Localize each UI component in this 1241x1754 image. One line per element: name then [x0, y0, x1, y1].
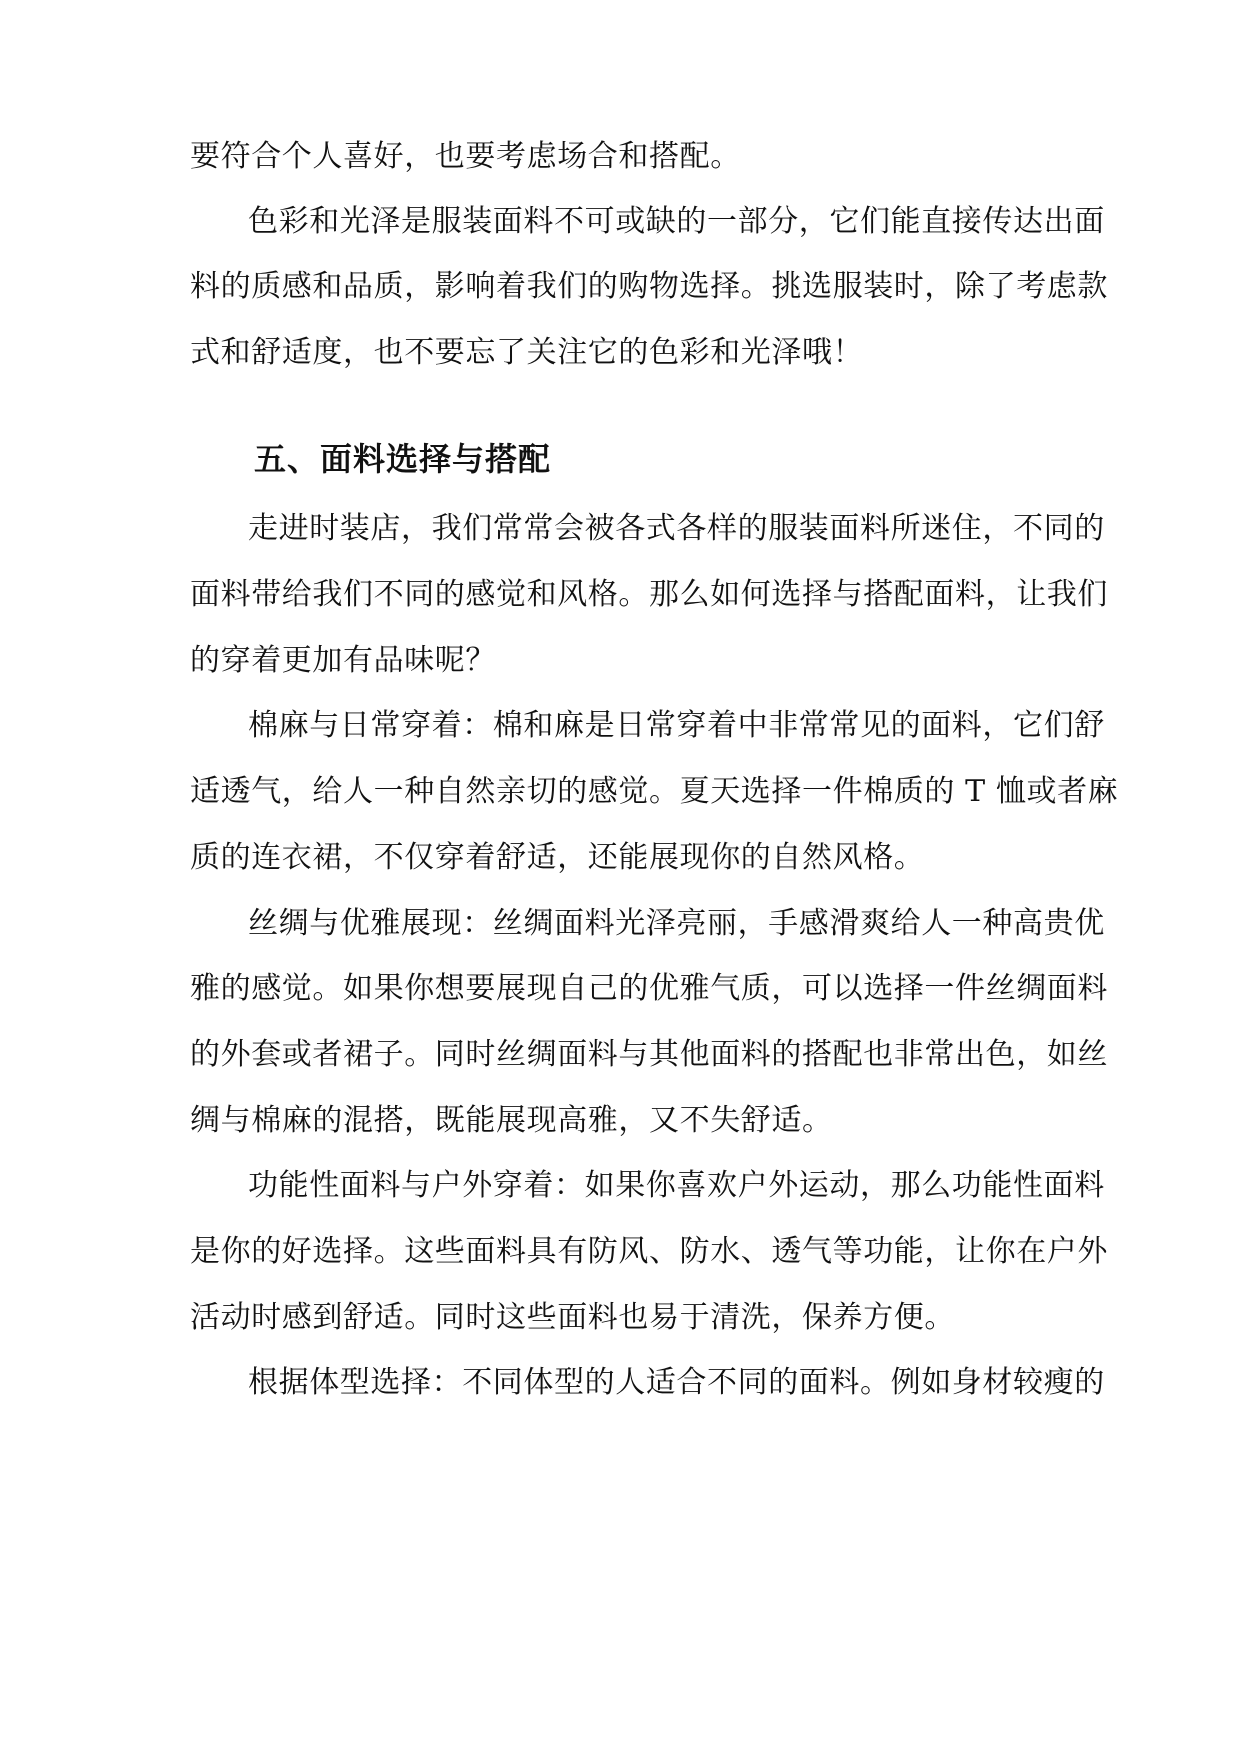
text-line: 棉麻与日常穿着：棉和麻是日常穿着中非常常见的面料，它们舒	[248, 708, 1105, 743]
text-line: 的穿着更加有品味呢？	[190, 643, 496, 678]
text-line: 质的连衣裙，不仅穿着舒适，还能展现你的自然风格。	[190, 840, 925, 875]
text-line: 的外套或者裙子。同时丝绸面料与其他面料的搭配也非常出色，如丝	[190, 1037, 1108, 1072]
text-line: 式和舒适度，也不要忘了关注它的色彩和光泽哦！	[190, 335, 864, 370]
text-line: 走进时装店，我们常常会被各式各样的服装面料所迷住，不同的	[248, 511, 1105, 546]
text-line: 面料带给我们不同的感觉和风格。那么如何选择与搭配面料，让我们	[190, 577, 1108, 612]
text-line: 色彩和光泽是服装面料不可或缺的一部分，它们能直接传达出面	[248, 204, 1105, 239]
section-heading: 五、面料选择与搭配	[254, 440, 552, 478]
text-line: 根据体型选择：不同体型的人适合不同的面料。例如身材较瘦的	[248, 1365, 1105, 1400]
text-line: 适透气，给人一种自然亲切的感觉。夏天选择一件棉质的 T 恤或者麻	[190, 774, 1119, 809]
text-line: 活动时感到舒适。同时这些面料也易于清洗，保养方便。	[190, 1300, 955, 1335]
text-line: 功能性面料与户外穿着：如果你喜欢户外运动，那么功能性面料	[248, 1168, 1105, 1203]
text-line: 绸与棉麻的混搭，既能展现高雅，又不失舒适。	[190, 1103, 833, 1138]
text-line: 要符合个人喜好，也要考虑场合和搭配。	[190, 139, 741, 174]
text-line: 雅的感觉。如果你想要展现自己的优雅气质，可以选择一件丝绸面料	[190, 971, 1108, 1006]
text-line: 是你的好选择。这些面料具有防风、防水、透气等功能，让你在户外	[190, 1234, 1108, 1269]
text-line: 料的质感和品质，影响着我们的购物选择。挑选服装时，除了考虑款	[190, 269, 1108, 304]
text-line: 丝绸与优雅展现：丝绸面料光泽亮丽，手感滑爽给人一种高贵优	[248, 906, 1105, 941]
